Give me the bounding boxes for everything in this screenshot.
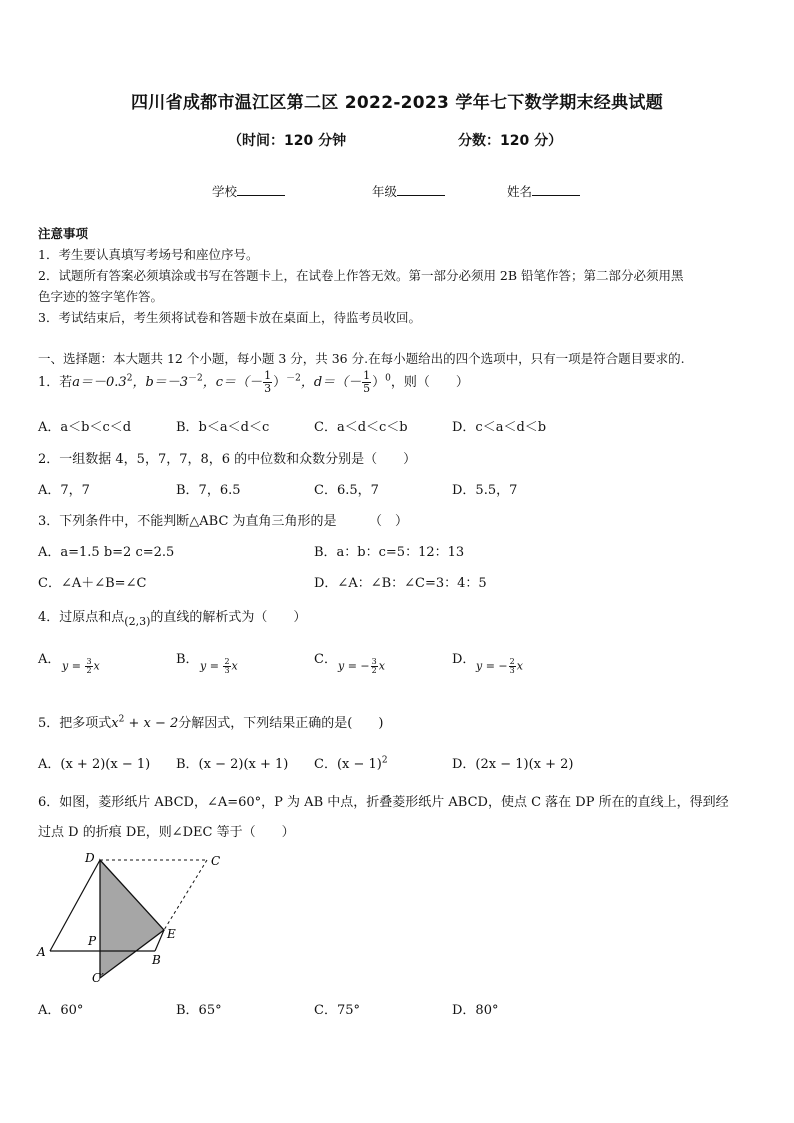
section-heading: 一、选择题：本大题共 12 个小题，每小题 3 分，共 36 分.在每小题给出的四个选项中，只有一项是符合题目要求的. <box>38 351 685 366</box>
q3-option-a[interactable]: A．a=1.5 b=2 c=2.5 <box>38 545 175 560</box>
q4-option-d-label[interactable]: D． <box>452 652 476 667</box>
label-p: P <box>88 934 97 948</box>
label-e: E <box>167 927 176 941</box>
question-6-line1: 6．如图，菱形纸片 ABCD，∠A=60°，P 为 AB 中点，折叠菱形纸片 ABCD，使点 C 落在 DP 所在的直线上，得到经 <box>38 795 729 810</box>
question-5: 5．把多项式$x^2 + x - 2$分解因式，下列结果正确的是( ) <box>38 714 384 731</box>
school-blank[interactable] <box>237 183 285 196</box>
exam-score: 分数：120 分） <box>458 133 563 149</box>
school-label: 学校 <box>212 184 238 199</box>
question-6-line2: 过点 D 的折痕 DE，则∠DEC 等于（ ） <box>38 825 295 840</box>
question-3: 3．下列条件中，不能判断△ABC 为直角三角形的是 （ ） <box>38 514 409 529</box>
q4-option-a[interactable]: y = $\frac{3}{2}$ x <box>62 657 100 675</box>
name-blank[interactable] <box>532 183 580 196</box>
q5-option-b[interactable]: B．(x − 2)(x + 1) <box>176 757 289 772</box>
label-a: A <box>37 945 46 959</box>
q3-option-d[interactable]: D．∠A：∠B：∠C=3：4：5 <box>314 576 487 591</box>
notice-item: 1．考生要认真填写考场号和座位序号。 <box>38 247 259 262</box>
school-field <box>212 182 285 200</box>
q6-option-d[interactable]: D．80° <box>452 1003 499 1018</box>
grade-label: 年级 <box>372 184 398 199</box>
fraction: $\frac{1}{5}$ <box>363 369 371 395</box>
question-1: 1．若$a=-0.3^2$，$b=-3^{-2}$，c＝（－ $\frac{1}{3}$ ）$^{-2}$，d＝（－ $\frac{1}{5}$ ）$^0$，则（ ） <box>38 369 469 395</box>
q4-option-b-label[interactable]: B． <box>176 652 199 667</box>
q5-option-d[interactable]: D．(2x − 1)(x + 2) <box>452 757 574 772</box>
q3-option-c[interactable]: C．∠A＋∠B=∠C <box>38 576 147 591</box>
notice-item: 2．试题所有答案必须填涂或书写在答题卡上，在试卷上作答无效。第一部分必须用 2B 铅笔作答；第二部分必须用黑 <box>38 268 684 283</box>
q6-option-c[interactable]: C．75° <box>314 1003 360 1018</box>
q6-option-a[interactable]: A．60° <box>38 1003 84 1018</box>
side-ce-dashed <box>164 860 207 930</box>
exam-title: 四川省成都市温江区第二区 2022-2023 学年七下数学期末经典试题 <box>130 93 664 113</box>
q4-option-c[interactable]: y = − $\frac{3}{2}$ x <box>338 657 385 675</box>
notice-heading: 注意事项 <box>38 226 89 241</box>
name-label: 姓名 <box>507 184 533 199</box>
q4-option-d[interactable]: y = − $\frac{2}{3}$ x <box>476 657 523 675</box>
q4-option-c-label[interactable]: C． <box>314 652 337 667</box>
notice-item: 色字迹的签字笔作答。 <box>38 289 164 304</box>
name-field <box>507 182 580 200</box>
exam-time: （时间：120 分钟 <box>228 133 347 149</box>
label-c-prime: C′ <box>92 971 104 985</box>
fraction: $\frac{1}{3}$ <box>264 369 272 395</box>
q1-option-a[interactable]: A．a＜b＜c＜d <box>38 420 132 435</box>
q4-option-a-label[interactable]: A． <box>38 652 61 667</box>
q2-option-c[interactable]: C．6.5，7 <box>314 483 379 498</box>
rhombus-fold-figure <box>30 848 230 988</box>
q3-option-b[interactable]: B．a：b：c=5：12：13 <box>314 545 465 560</box>
q2-option-a[interactable]: A．7，7 <box>38 483 90 498</box>
grade-blank[interactable] <box>397 183 445 196</box>
question-4: 4．过原点和点$_{(2,3)}$的直线的解析式为（ ） <box>38 610 307 628</box>
q2-option-d[interactable]: D．5.5，7 <box>452 483 518 498</box>
q4-option-b[interactable]: y = $\frac{2}{3}$ x <box>200 657 238 675</box>
q1-option-b[interactable]: B．b＜a＜d＜c <box>176 420 270 435</box>
label-c: C <box>211 854 221 868</box>
question-2: 2．一组数据 4，5，7，7，8，6 的中位数和众数分别是（ ） <box>38 452 417 467</box>
q2-option-b[interactable]: B．7，6.5 <box>176 483 241 498</box>
q5-option-c[interactable]: C．$(x - 1)^2$ <box>314 755 388 772</box>
q1-option-c[interactable]: C．a＜d＜c＜b <box>314 420 408 435</box>
q5-option-a[interactable]: A．(x + 2)(x − 1) <box>38 757 151 772</box>
label-d: D <box>85 851 95 865</box>
q1-option-d[interactable]: D．c＜a＜d＜b <box>452 420 547 435</box>
label-b: B <box>152 953 161 967</box>
q6-option-b[interactable]: B．65° <box>176 1003 222 1018</box>
notice-item: 3．考试结束后，考生须将试卷和答题卡放在桌面上，待监考员收回。 <box>38 310 421 325</box>
grade-field <box>372 182 445 200</box>
